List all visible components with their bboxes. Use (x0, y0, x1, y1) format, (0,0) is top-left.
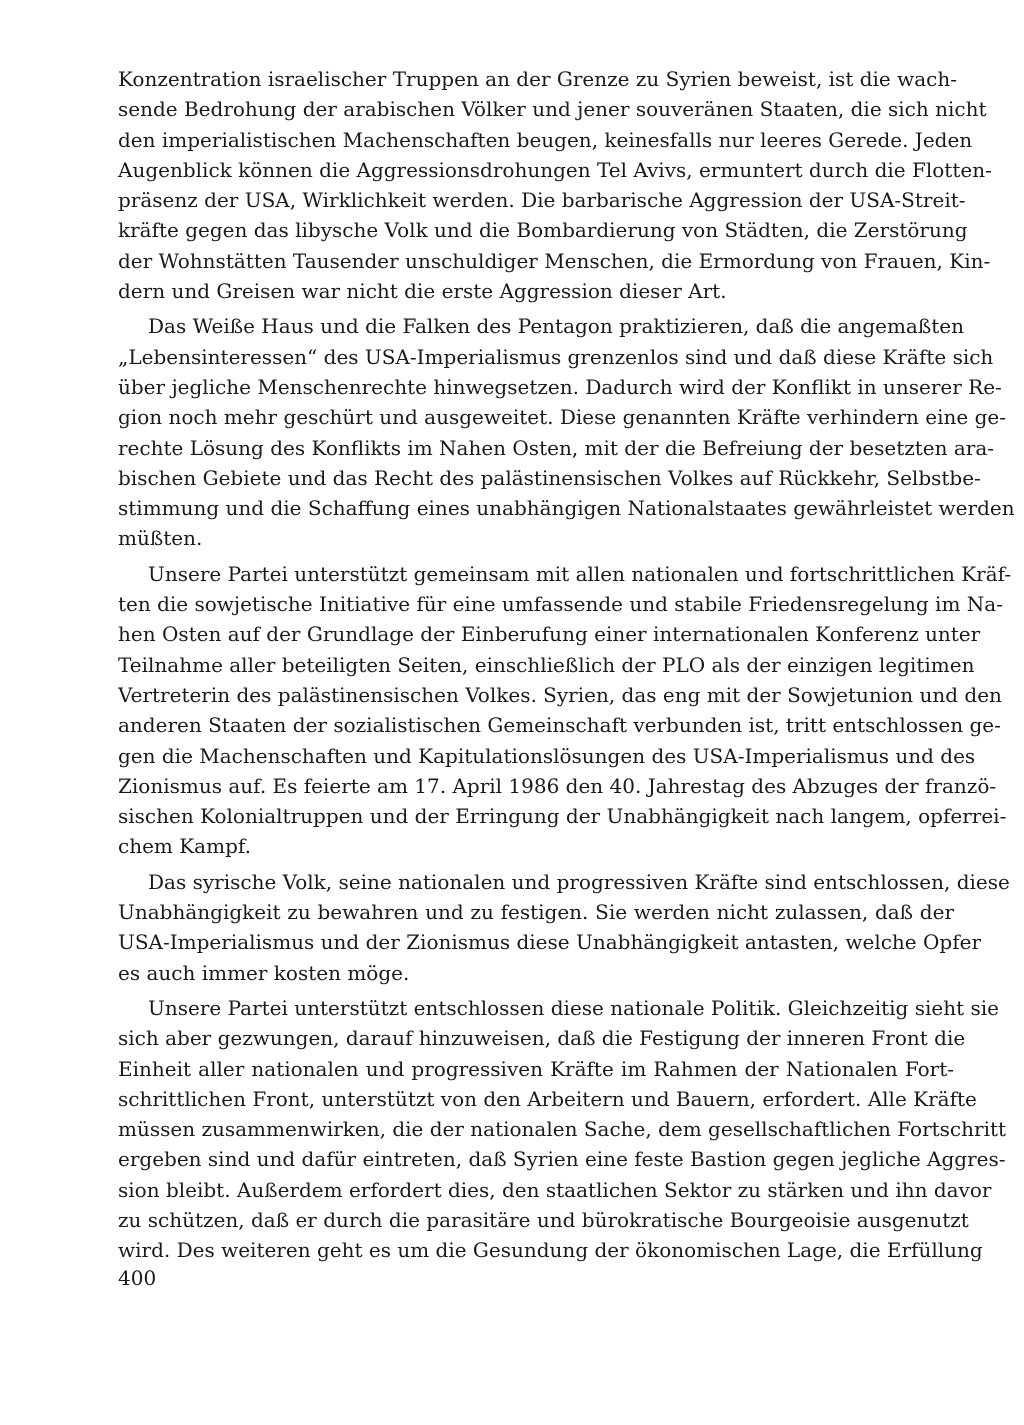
text-line: Konzentration israelischer Truppen an der Grenze zu Syrien beweist, ist die wach- (118, 67, 957, 91)
text-line: über jegliche Menschenrechte hinwegsetzen. Dadurch wird der Konflikt in unserer Re- (118, 374, 1002, 399)
page-number: 400 (118, 1266, 157, 1290)
text-line: Vertreterin des palästinensischen Volkes. Syrien, das eng mit der Sowjetunion und den (118, 682, 1002, 707)
text-line: gion noch mehr geschürt und ausgeweitet. Diese genannten Kräfte verhindern eine ge- (118, 405, 1006, 430)
text-line: dern und Greisen war nicht die erste Aggression dieser Art. (118, 279, 727, 304)
text-line: ten die sowjetische Initiative für eine umfassende und stabile Friedensregelung im Na- (118, 592, 1003, 617)
text-line: Unsere Partei unterstützt entschlossen diese nationale Politik. Gleichzeitig sieht sie (148, 995, 999, 1020)
text-line: Zionismus auf. Es feierte am 17. April 1986 den 40. Jahrestag des Abzuges der franzö- (118, 773, 997, 798)
text-line: sischen Kolonialtruppen und der Erringung der Unabhängigkeit nach langem, opferrei- (118, 804, 1007, 829)
text-line: schrittlichen Front, unterstützt von den Arbeitern und Bauern, erfordert. Alle Kräfte (118, 1086, 977, 1111)
text-line: es auch immer kosten möge. (118, 960, 410, 985)
text-line: Einheit aller nationalen und progressiven Kräfte im Rahmen der Nationalen Fort- (118, 1056, 954, 1081)
text-line: USA-Imperialismus und der Zionismus diese Unabhängigkeit antasten, welche Opfer (118, 930, 981, 955)
text-line: anderen Staaten der sozialistischen Gemeinschaft verbunden ist, tritt entschlossen ge- (118, 713, 1001, 738)
text-line: der Wohnstätten Tausender unschuldiger Menschen, die Ermordung von Frauen, Kin- (118, 248, 991, 273)
text-line: wird. Des weiteren geht es um die Gesundung der ökonomischen Lage, die Erfüllung (118, 1238, 983, 1263)
text-line: zu schützen, daß er durch die parasitäre und bürokratische Bourgeoisie ausgenutzt (118, 1207, 969, 1232)
text-line: Augenblick können die Aggressionsdrohungen Tel Avivs, ermuntert durch die Flotten- (118, 157, 992, 182)
text-line: Unabhängigkeit zu bewahren und zu festigen. Sie werden nicht zulassen, daß der (118, 900, 954, 925)
text-line: chem Kampf. (118, 834, 251, 859)
text-line: ergeben sind und dafür eintreten, daß Syrien eine feste Bastion gegen jegliche Aggres- (118, 1147, 1006, 1172)
text-line: präsenz der USA, Wirklichkeit werden. Die barbarische Aggression der USA-Streit- (118, 188, 966, 213)
paragraph (118, 867, 1010, 988)
text-line: Das syrische Volk, seine nationalen und progressiven Kräfte sind entschlossen, diese (148, 869, 1010, 894)
text-line: müssen zusammenwirken, die der nationalen Sache, dem gesellschaftlichen Fortschritt (118, 1117, 1007, 1142)
paragraph (118, 993, 1007, 1266)
text-line: rechte Lösung des Konflikts im Nahen Osten, mit der die Befreiung der besetzten ara- (118, 435, 995, 460)
text-line: bischen Gebiete und das Recht des palästinensischen Volkes auf Rückkehr, Selbstbe- (118, 465, 981, 490)
paragraph (118, 559, 1012, 862)
text-line: sion bleibt. Außerdem erfordert dies, den staatlichen Sektor zu stärken und ihn davor (118, 1177, 992, 1202)
text-line: den imperialistischen Machenschaften beugen, keinesfalls nur leeres Gerede. Jeden (118, 127, 973, 152)
text-line: Unsere Partei unterstützt gemeinsam mit allen nationalen und fortschrittlichen Kräf- (148, 561, 1012, 586)
text-line: sende Bedrohung der arabischen Völker und jener souveränen Staaten, die sich nicht (118, 97, 987, 122)
text-line: gen die Machenschaften und Kapitulationslösungen des USA-Imperialismus und des (118, 743, 976, 768)
text-line: „Lebensinteressen“ des USA-Imperialismus grenzenlos sind und daß diese Kräfte sich (118, 344, 994, 369)
text-line: hen Osten auf der Grundlage der Einberufung einer internationalen Konferenz unter (118, 622, 981, 647)
text-line: stimmung und die Schaffung eines unabhängigen Nationalstaates gewährleistet werden (118, 496, 1015, 521)
paragraph (118, 311, 1015, 553)
text-line: Teilnahme aller beteiligten Seiten, einschließlich der PLO als der einzigen legitimen (118, 652, 975, 677)
body-text (118, 64, 1015, 1266)
text-line: Das Weiße Haus und die Falken des Pentagon praktizieren, daß die angemaßten (148, 314, 964, 339)
text-line: sich aber gezwungen, darauf hinzuweisen, daß die Festigung der inneren Front die (118, 1026, 966, 1051)
text-line: müßten. (118, 526, 203, 551)
text-line: kräfte gegen das libysche Volk und die Bombardierung von Städten, die Zerstörung (118, 218, 968, 243)
paragraph (118, 64, 992, 306)
